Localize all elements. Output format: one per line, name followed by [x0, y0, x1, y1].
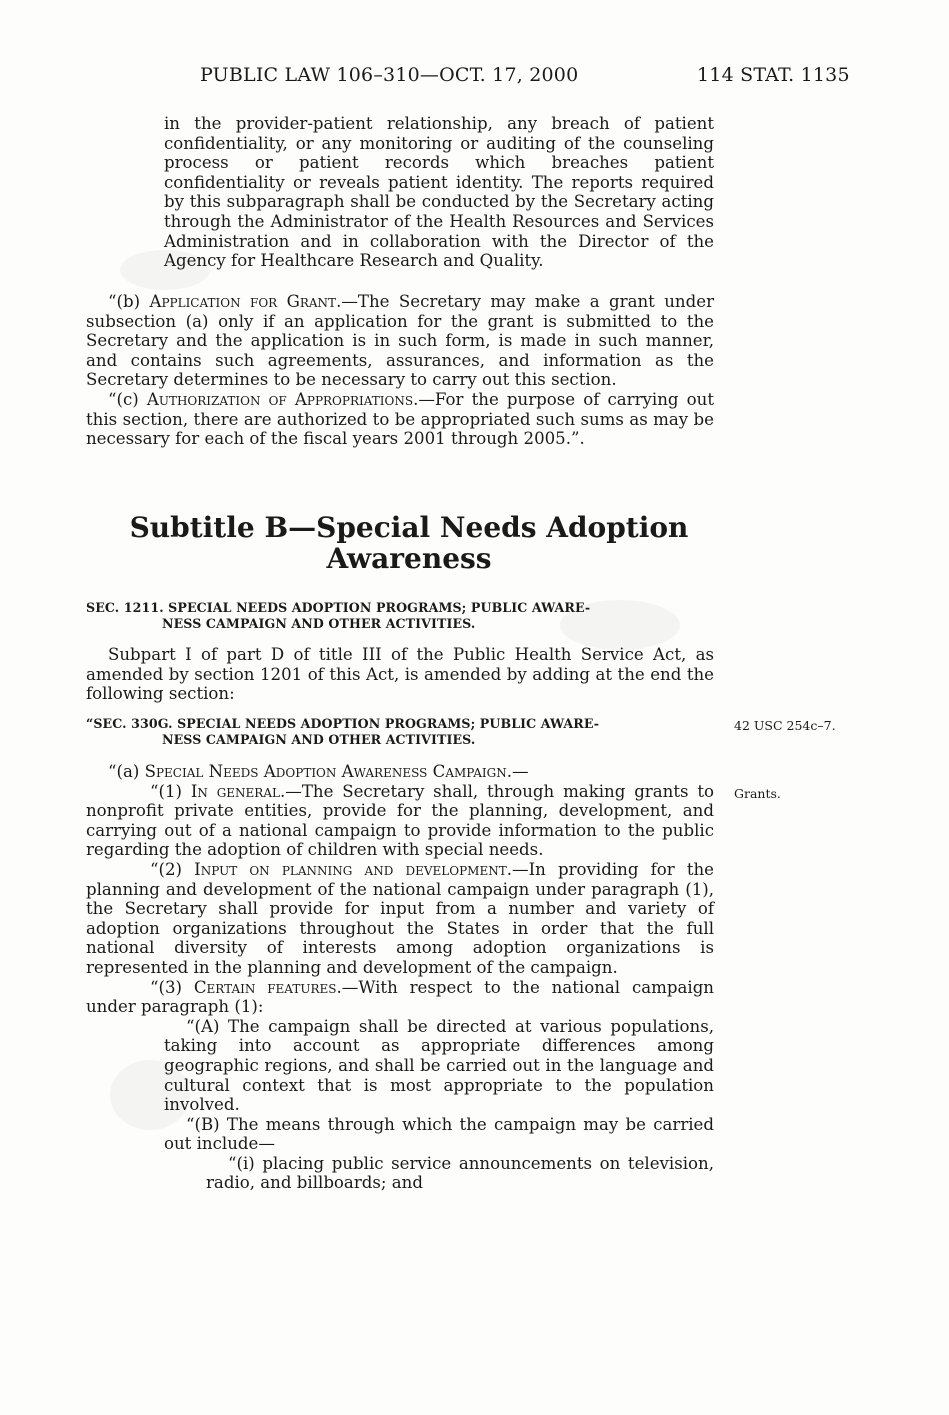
- subsection-c-heading: Authorization of Appropriations: [146, 389, 414, 409]
- paragraph-a2-heading: Input on planning and development: [194, 859, 507, 879]
- section-1211-intro-text: Subpart I of part D of title III of the Public Health Service Act, as amended by section 1201 of this Act, is amended by adding at the end the following section:: [86, 645, 714, 704]
- subsection-b-heading: Application for Grant: [149, 292, 337, 311]
- subsection-b-text: .—The Secretary may make a grant under subsection (a) only if an application for the grant is submitted to the Secretary and the application is in such form, is made in such manner, and contains such agreements, assurances, and information as the Secretary determines to be necessary to carry out this section.: [86, 292, 714, 390]
- subtitle-line-2: Awareness: [326, 542, 492, 575]
- paragraph-a1-heading: In general: [190, 781, 280, 801]
- subsection-c: [86, 390, 714, 449]
- subsection-a: [86, 762, 714, 782]
- subtitle-line-1: Subtitle B—Special Needs Adoption: [129, 511, 689, 544]
- clause-i: “(i) placing public service announcements on television, radio, and billboards; and: [206, 1153, 714, 1193]
- subparagraph-A: “(A) The campaign shall be directed at various populations, taking into account as appropriate differences among geographic regions, and shall be carried out in the language and cultural context that is most appropriate to the population involved.: [164, 1016, 714, 1115]
- subsection-a-label: “(a): [108, 762, 145, 781]
- section-1211-line-2: NESS CAMPAIGN AND OTHER ACTIVITIES.: [162, 616, 476, 631]
- section-330g-line-2: NESS CAMPAIGN AND OTHER ACTIVITIES.: [162, 732, 476, 747]
- section-1211-heading: [86, 600, 726, 632]
- subsection-a-dash: .—: [506, 762, 529, 781]
- paragraph-a1-text: .—The Secretary shall, through making grants to nonprofit private entities, provide for the planning, development, and carrying out of a national campaign to provide information to the public regarding the adoption of children with special needs.: [86, 781, 714, 860]
- paragraph-a3-text: .—With respect to the national campaign under paragraph (1):: [86, 977, 714, 1017]
- continuation-text: in the provider-patient relationship, any breach of patient confidentiality, or any monitoring or auditing of the counseling process or patient records which breaches patient confidentiality or reveals patient identity. The reports required by this subparagraph shall be conducted by the Secretary acting through the Administrator of the Health Resources and Services Administration and in collaboration with the Director of the Agency for Healthcare Research and Quality.: [164, 114, 714, 271]
- section-330g-heading: [86, 716, 726, 748]
- paragraph-a2: [86, 860, 714, 978]
- grants-margin-note: Grants.: [734, 786, 781, 801]
- usc-citation-note: 42 USC 254c–7.: [734, 718, 836, 733]
- continuation-paragraph: [164, 114, 714, 271]
- subparagraph-B: “(B) The means through which the campaign may be carried out include—: [164, 1114, 714, 1154]
- running-head-title: PUBLIC LAW 106–310—OCT. 17, 2000: [200, 64, 579, 86]
- subsection-c-text: .—For the purpose of carrying out this section, there are authorized to be appropriated such sums as may be necessary for each of the fiscal years 2001 through 2005.”.: [86, 389, 714, 449]
- paragraph-a3-label: “(3): [150, 977, 194, 997]
- paragraph-a2-label: “(2): [150, 859, 195, 879]
- subtitle-heading: [86, 512, 732, 574]
- running-head-page-ref: 114 STAT. 1135: [697, 64, 850, 86]
- paragraph-a2-text: .—In providing for the planning and development of the national campaign under paragraph (1), the Secretary shall provide for input from a number and variety of adoption organizations throughout the States in order that the full national diversity of interests among adoption organizations is represented in the planning and development of the campaign.: [86, 859, 715, 977]
- paragraph-a3-heading: Certain features: [193, 977, 337, 997]
- paragraph-a1: [86, 782, 714, 860]
- subsection-b-c: [86, 292, 714, 449]
- section-1211-intro: [86, 645, 714, 704]
- section-1211-line-1: SEC. 1211. SPECIAL NEEDS ADOPTION PROGRAMS; PUBLIC AWARE-: [86, 600, 591, 615]
- section-330g-body: [86, 762, 714, 1193]
- paragraph-a3: [86, 978, 714, 1017]
- subsection-b: [86, 292, 714, 390]
- subsection-a-heading: Special Needs Adoption Awareness Campaign: [144, 762, 507, 781]
- subsection-c-label: “(c): [108, 389, 147, 409]
- subsection-b-label: “(b): [108, 292, 150, 311]
- section-330g-line-1: “SEC. 330G. SPECIAL NEEDS ADOPTION PROGRAMS; PUBLIC AWARE-: [86, 716, 600, 731]
- paragraph-a1-label: “(1): [150, 781, 191, 801]
